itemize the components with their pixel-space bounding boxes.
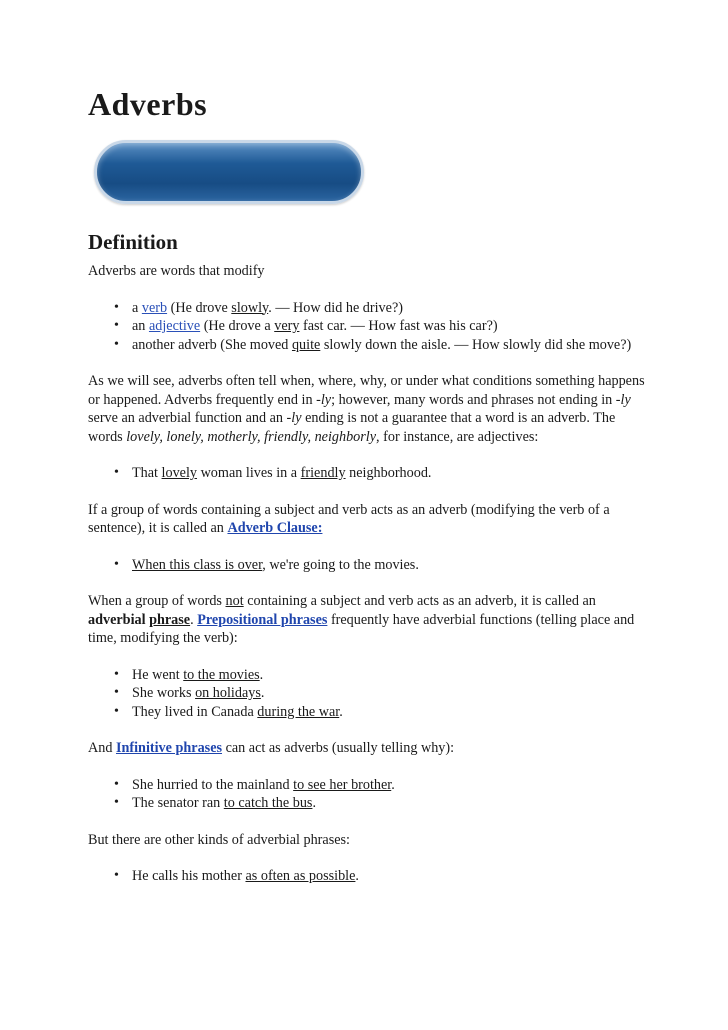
modify-list [88, 299, 648, 355]
list-item: • That lovely woman lives in a friendly neighborhood. [132, 464, 648, 483]
infinitive-phrases-link[interactable]: Infinitive phrases [115, 740, 223, 756]
adverbial-phrase-paragraph: When a group of words not containing a subject and verb acts as an adverb, it is called an adverbial phrase. Prepositional phrases frequently have adverbial functions (telling place and time, modifying the verb): [88, 593, 635, 646]
list-item: • an adjective (He drove a very fast car. — How fast was his car?) [132, 317, 648, 336]
adjective-link[interactable]: adjective [148, 318, 201, 334]
list-item: • a verb (He drove slowly. — How did he drive?) [132, 299, 648, 318]
list-item: • They lived in Canada during the war. [132, 703, 648, 722]
adverb-ly-paragraph: As we will see, adverbs often tell when, where, why, or under what conditions something happens or happened. Adverbs frequently end in -ly; however, many words and phrases not ending in -ly serve an adverbial function and an -ly ending is not a guarantee that a word is an adverb. The words lovely, lonely, motherly, friendly, neighborly, for instance, are adjectives: [88, 373, 645, 445]
document-body [88, 262, 648, 904]
decorative-pill-banner [94, 140, 364, 204]
page-title: Adverbs [88, 86, 208, 122]
infinitive-list [88, 776, 648, 813]
list-item: • She hurried to the mainland to see her brother. [132, 776, 648, 795]
list-item: • another adverb (She moved quite slowly down the aisle. — How slowly did she move?) [132, 336, 648, 355]
list-item: • He went to the movies. [132, 666, 648, 685]
adverb-clause-paragraph: If a group of words containing a subject and verb acts as an adverb (modifying the verb of a sentence), it is called an Adverb Clause: [88, 501, 610, 536]
adverb-clause-link[interactable]: Adverb Clause: [227, 520, 323, 536]
list-item: • He calls his mother as often as possible. [132, 867, 648, 886]
prepositional-phrases-link[interactable]: Prepositional phrases [197, 611, 328, 628]
clause-example-list [88, 556, 648, 575]
prepositional-list [88, 666, 648, 722]
lovely-example-list [88, 464, 648, 483]
infinitive-paragraph: And Infinitive phrases can act as adverbs (usually telling why): [88, 740, 455, 756]
intro-paragraph: Adverbs are words that modify [88, 263, 265, 279]
other-list [88, 867, 648, 886]
other-phrases-paragraph: But there are other kinds of adverbial phrases: [88, 831, 350, 848]
list-item: • She works on holidays. [132, 684, 648, 703]
list-item: • The senator ran to catch the bus. [132, 794, 648, 813]
section-heading: Definition [88, 230, 178, 254]
verb-link[interactable]: verb [141, 299, 168, 316]
list-item: • When this class is over, we're going to the movies. [132, 556, 648, 575]
